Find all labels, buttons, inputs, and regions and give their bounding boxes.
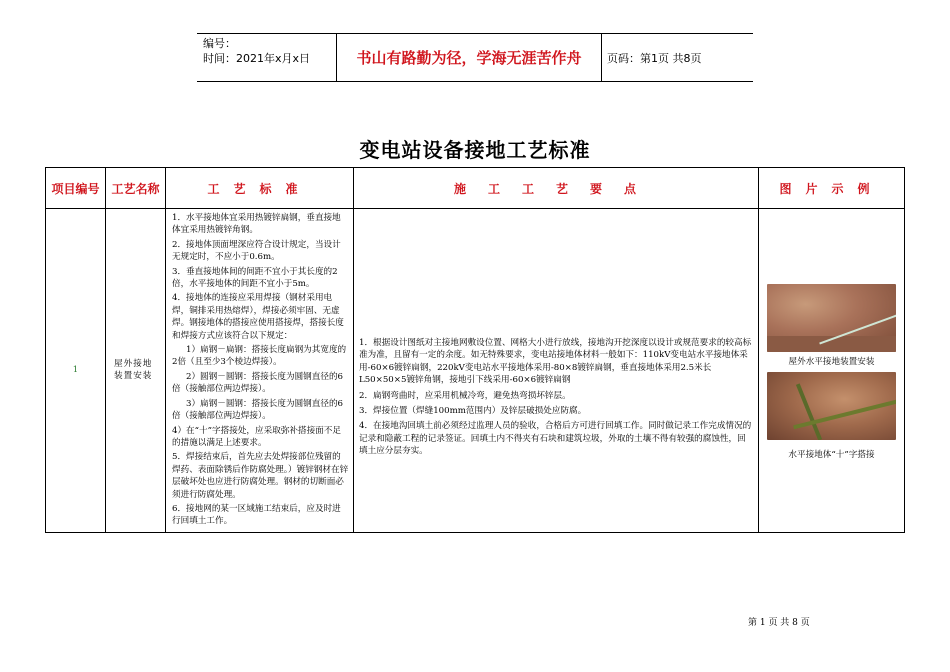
photo-cross-lap-joint: [767, 372, 896, 440]
construction-points-body: [359, 337, 753, 458]
header-page-info: 页码：第1页 共8页: [607, 52, 702, 65]
document-date: 时间：2021年x月x日: [203, 52, 311, 65]
process-standard-table: [45, 167, 905, 533]
document-title: 变电站设备接地工艺标准: [359, 138, 591, 162]
page-header: [197, 33, 753, 82]
standard-subitem: 3）扁钢－圆钢：搭接长度为圆钢直径的6倍（接触部位两边焊接）。: [172, 398, 344, 422]
photo-caption: 水平接地体“十”字搭接: [788, 450, 875, 461]
process-standard-cell: [166, 209, 354, 533]
standard-item: 1．水平接地体宜采用热镀锌扁钢，垂直接地体宜采用热镀锌角钢。: [172, 213, 341, 236]
standard-subitem: 1）扁钢－扁钢：搭接长度扁钢为其宽度的2倍（且至少3个棱边焊接）。: [172, 345, 347, 368]
header-process-name: 工艺名称: [106, 168, 166, 209]
construction-point: 1．根据设计图纸对主接地网敷设位置、网格大小进行放线，接地沟开挖深度以设计或规范要求的较高标准为准，且留有一定的余度。如无特殊要求，变电站接地体材料一般如下：110kV变电站水平接地体采用-60×6镀锌扁钢，220kV变电站水平接地体采用-80×8镀锌扁钢，垂直接地体采用2.5米长L50×50×5镀锌角钢，接地引下线采用-60×6镀锌扁钢: [359, 338, 752, 386]
picture-examples-cell: [759, 209, 905, 533]
standard-item: 5．焊接结束后，首先应去处焊接部位残留的焊药、表面除锈后作防腐处理。）镀锌钢材在锌层破坏处也应进行防腐处理。钢材的切断面必须进行防腐处理。: [172, 452, 349, 500]
construction-point: 4．在接地沟回填土前必须经过监理人员的验收，合格后方可进行回填工作。同时做记录工作完成情况的记录和隐蔽工程的记录签证。回填土内不得夹有石块和建筑垃圾，外取的土壤不得有较强的腐蚀性，回填土应分层夯实。: [359, 421, 752, 457]
standard-item: 6．接地网的某一区域施工结束后，应及时进行回填土工作。: [172, 503, 341, 527]
standard-subitem: 2）圆钢－圆钢：搭接长度为圆钢直径的6倍（接触部位两边焊接）。: [172, 371, 344, 395]
photo-outdoor-grounding: [767, 284, 896, 352]
header-motto: 书山有路勤为径，学海无涯苦作舟: [356, 49, 582, 67]
header-item-number: 项目编号: [46, 168, 106, 209]
construction-point: 2．扁钢弯曲时，应采用机械冷弯，避免热弯损坏锌层。: [359, 390, 571, 401]
page-footer: 第 1 页 共 8 页: [748, 618, 810, 628]
process-name: 屋外接地装置安装: [106, 209, 166, 533]
table-row: [46, 209, 905, 533]
photo-caption: 屋外水平接地装置安装: [788, 357, 875, 367]
standard-item: 3．垂直接地体间的间距不宜小于其长度的2倍，水平接地体的间距不宜小于5m。: [172, 266, 338, 290]
standard-item: 2．接地体顶面埋深应符合设计规定，当设计无规定时，不应小于0.6m。: [172, 239, 341, 263]
header-construction-points: 施工工艺要点: [354, 168, 759, 209]
standard-subitem: 4）在“十”字搭接处，应采取弥补搭接面不足的措施以满足上述要求。: [172, 425, 341, 448]
document-number-label: 编号：: [203, 37, 236, 50]
item-number: 1: [46, 209, 106, 533]
photo-grounding-bar: [796, 384, 822, 441]
construction-points-cell: [354, 209, 759, 533]
construction-point: 3．焊接位置（焊缝100mm范围内）及锌层破损处应防腐。: [359, 406, 587, 417]
table-header-row: [46, 168, 905, 209]
standard-item: 4．接地体的连接应采用焊接（钢材采用电焊，铜排采用热熔焊），焊接必须牢固、无虚焊。钢接地体的搭接应使用搭接焊，搭接长度和焊接方式应该符合以下规定：: [172, 293, 344, 341]
header-picture-examples: 图片示例: [759, 168, 905, 209]
header-left: [203, 36, 310, 66]
header-process-standard: 工艺标准: [166, 168, 354, 209]
header-divider: [601, 34, 602, 81]
